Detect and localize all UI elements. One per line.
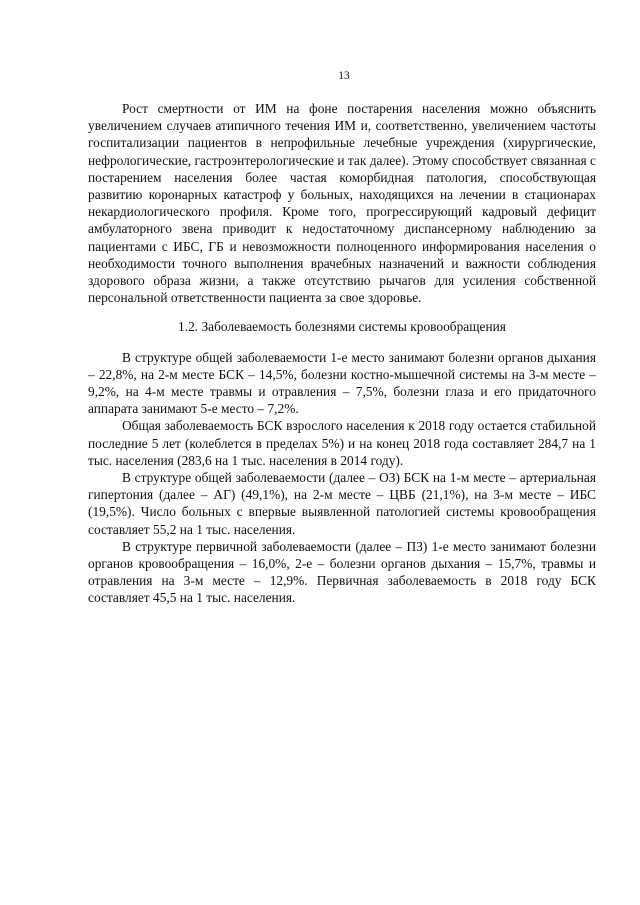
section-heading: 1.2. Заболеваемость болезнями системы кровообращения [178, 319, 506, 335]
body-paragraph-4: В структуре общей заболеваемости (далее – ОЗ) БСК на 1-м месте – артериальная гипертония (далее – АГ) (49,1%), на 2-м месте – ЦВБ (21,1%), на 3-м месте – ИБС (19,5%). Число больных с впервые выявленной патологией системы кровообращения составляет 55,2 на 1 тыс. населения. [88, 470, 596, 537]
page-number: 13 [338, 70, 350, 82]
body-paragraph-5: В структуре первичной заболеваемости (далее – ПЗ) 1-е место занимают болезни органов кровообращения – 16,0%, 2-е – болезни органов дыхания – 15,7%, травмы и отравления на 3-м месте – 12,9%. Первичная заболеваемость в 2018 году БСК составляет 45,5 на 1 тыс. населения. [88, 538, 596, 606]
body-paragraph-2: В структуре общей заболеваемости 1-е место занимают болезни органов дыхания – 22,8%, на 2-м месте БСК – 14,5%, болезни костно-мышечной системы на 3-м месте – 9,2%, на 4-м месте травмы и отравления – 7,5%, болезни глаза и его придаточного аппарата занимают 5-е место – 7,2%. [88, 349, 596, 417]
document-page [88, 70, 596, 607]
body-paragraph-3: Общая заболеваемость БСК взрослого населения к 2018 году остается стабильной последние 5 лет (колеблется в пределах 5%) и на конец 2018 года составляет 284,7 на 1 тыс. населения (283,6 на 1 тыс. населения в 2014 году). [88, 418, 596, 468]
body-paragraph-1: Рост смертности от ИМ на фоне постарения населения можно объяснить увеличением случаев атипичного течения ИМ и, соответственно, увеличением частоты госпитализации пациентов в непрофильные лечебные учреждения (хирургические, нефрологические, гастроэнтерологические и так далее). Этому способствует связанная с постарением населения более частая коморбидная патология, способствующая развитию коронарных катастроф у больных, находящихся на лечении в стационарах некардиологического профиля. Кроме того, прогрессирующий кадровый дефицит амбулаторного звена приводит к недостаточному диспансерному наблюдению за пациентами с ИБС, ГБ и невозможности полноценного информирования населения о необходимости точного выполнения врачебных назначений и важности соблюдения здорового образа жизни, а также отсутствию рычагов для усиления собственной персональной ответственности пациента за свое здоровье. [88, 101, 596, 306]
